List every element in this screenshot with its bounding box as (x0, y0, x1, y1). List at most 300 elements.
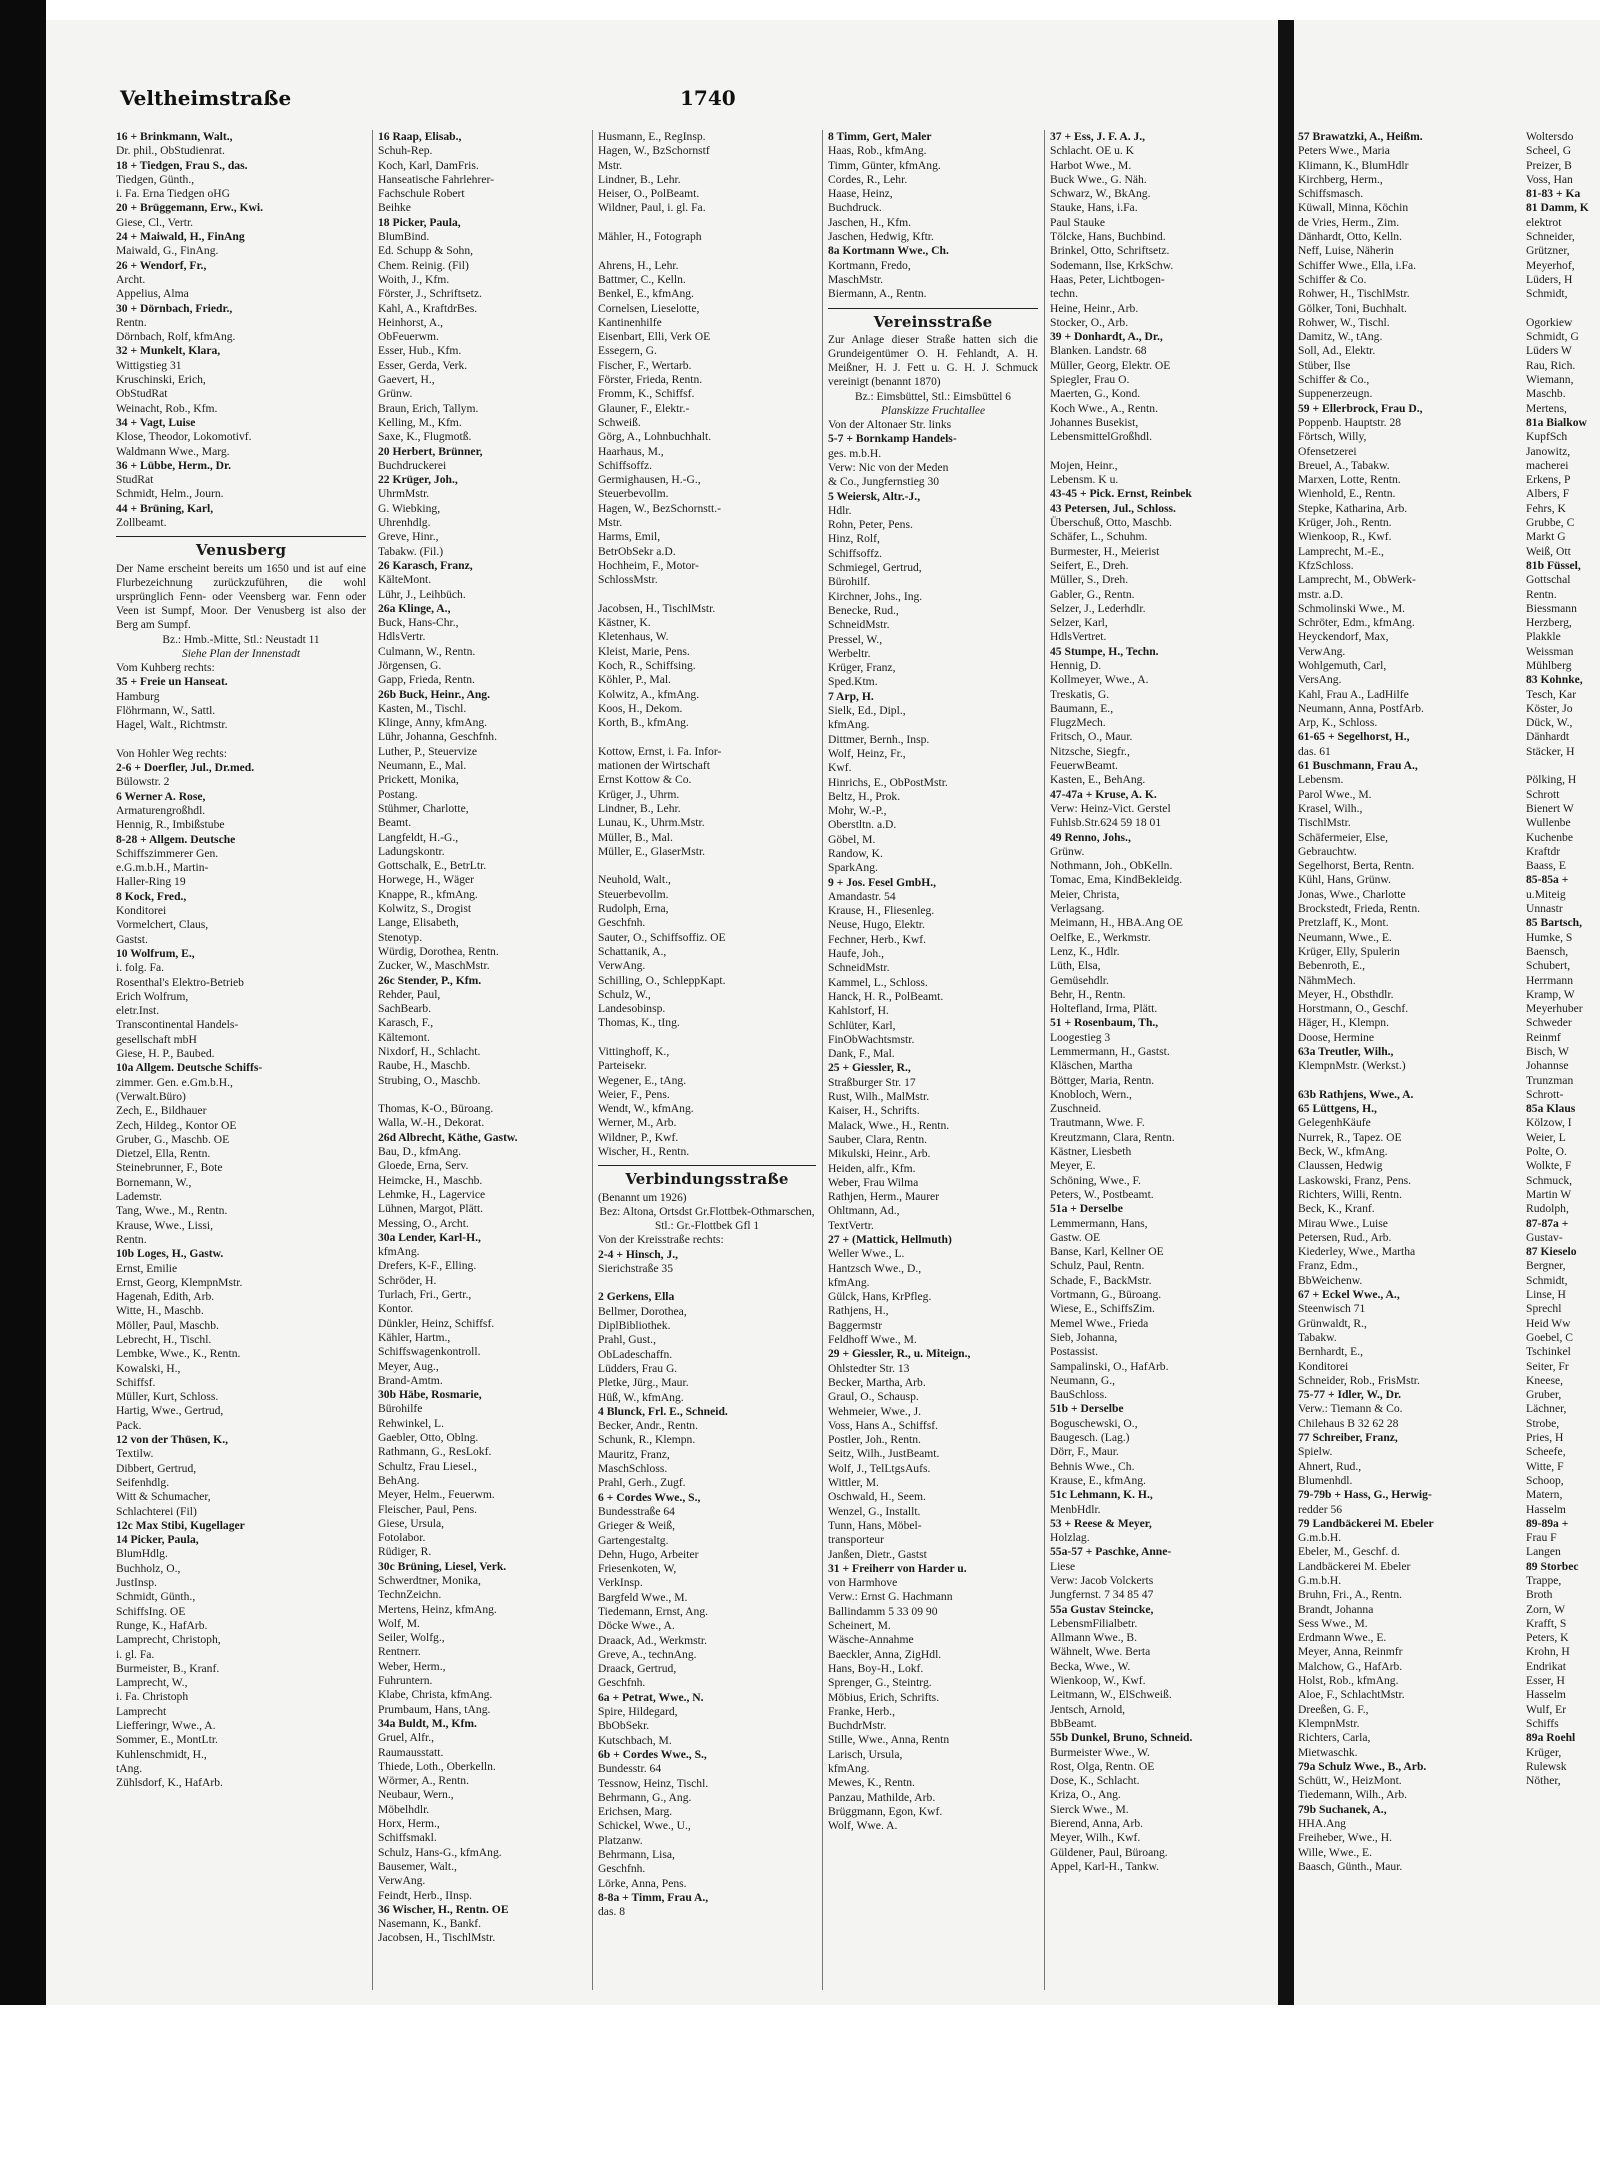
directory-entry: Von der Altonaer Str. links (828, 418, 952, 432)
directory-entry: Randow, K. (828, 846, 883, 860)
directory-entry: Arp, K., Schloss. (1298, 716, 1378, 730)
directory-entry: Kottow, Ernst, i. Fa. Infor- (598, 744, 722, 758)
directory-entry: Weller Wwe., L. (828, 1247, 905, 1261)
directory-entry: Bienert W (1526, 801, 1574, 815)
directory-entry: Schweiß. (598, 415, 641, 429)
directory-entry: Leitmann, W., ElSchweiß. (1050, 1688, 1172, 1702)
directory-entry: Sprechl (1526, 1302, 1562, 1316)
directory-entry: Stüber, Ilse (1298, 358, 1351, 372)
directory-entry: Kowalski, H., (116, 1361, 181, 1375)
directory-entry: 26 Karasch, Franz, (378, 558, 473, 572)
directory-entry: macherei (1526, 458, 1569, 472)
directory-entry: Jörgensen, G. (378, 658, 442, 672)
directory-entry: Wienkoop, R., Kwf. (1298, 530, 1392, 544)
directory-entry: 87-87a + (1526, 1216, 1569, 1230)
directory-entry: Rohwer, H., TischlMstr. (1298, 287, 1410, 301)
directory-entry: Neumann, Wwe., E. (1298, 930, 1392, 944)
directory-entry: ObFeuerwm. (378, 330, 439, 344)
directory-entry: Görg, A., Lohnbuchhalt. (598, 430, 712, 444)
running-head-street: Veltheimstraße (120, 86, 292, 110)
directory-entry: Zuschneid. (1050, 1102, 1102, 1116)
directory-entry: 77 Schreiber, Franz, (1298, 1431, 1398, 1445)
directory-entry: Sieb, Johanna, (1050, 1330, 1118, 1344)
directory-entry: Jungfernst. 7 34 85 47 (1050, 1588, 1154, 1602)
directory-entry: Gastst. (116, 932, 148, 946)
directory-entry: Beltz, H., Prok. (828, 789, 901, 803)
directory-entry: Lenz, K., Hdlr. (1050, 944, 1120, 958)
directory-entry: Buck Wwe., G. Näh. (1050, 172, 1147, 186)
directory-entry: Bürohilfe (378, 1402, 423, 1416)
directory-entry: Vortmann, G., Büroang. (1050, 1288, 1162, 1302)
directory-entry: Schiffsmakl. (378, 1831, 437, 1845)
directory-entry: Ernst Kottow & Co. (598, 773, 692, 787)
directory-entry: Sauter, O., Schiffsoffiz. OE (598, 930, 726, 944)
directory-entry: BbObSekr. (598, 1719, 650, 1733)
directory-entry: Wolf, M. (378, 1616, 420, 1630)
directory-entry: SparkAng. (828, 861, 878, 875)
directory-entry: Erichsen, Marg. (598, 1805, 673, 1819)
directory-entry: 6 + Cordes Wwe., S., (598, 1490, 701, 1504)
directory-entry: 26c Stender, P., Kfm. (378, 973, 482, 987)
directory-entry: das. 8 (598, 1905, 626, 1919)
directory-entry: Wehmeier, Wwe., J. (828, 1404, 922, 1418)
directory-entry: Gruber, (1526, 1388, 1562, 1402)
directory-entry: 34a Buldt, M., Kfm. (378, 1716, 477, 1730)
directory-entry: Schunk, R., Klempn. (598, 1433, 696, 1447)
directory-entry: 7 Arp, H. (828, 689, 874, 703)
directory-entry: Horwege, H., Wäger (378, 873, 475, 887)
directory-entry: Hagenah, Edith, Arb. (116, 1290, 215, 1304)
directory-entry: 43-45 + Pick. Ernst, Reinbek (1050, 487, 1192, 501)
directory-entry: Graul, O., Schausp. (828, 1390, 919, 1404)
directory-entry: Langen (1526, 1545, 1561, 1559)
directory-entry: Tölcke, Hans, Buchbind. (1050, 230, 1166, 244)
directory-entry: Tschinkel (1526, 1345, 1571, 1359)
directory-entry: Textilw. (116, 1447, 154, 1461)
directory-entry: Bierend, Anna, Arb. (1050, 1817, 1144, 1831)
directory-entry: Steuerbevollm. (598, 487, 669, 501)
directory-entry: Frau F (1526, 1531, 1557, 1545)
directory-entry: Oschwald, H., Seem. (828, 1490, 926, 1504)
directory-entry (598, 859, 816, 873)
directory-entry: 31 + Freiherr von Harder u. (828, 1561, 967, 1575)
directory-entry: Kreutzmann, Clara, Rentn. (1050, 1130, 1175, 1144)
directory-entry: Schmidt, G (1526, 330, 1579, 344)
directory-entry: 5-7 + Bornkamp Handels- (828, 432, 957, 446)
directory-entry: ges. m.b.H. (828, 446, 882, 460)
directory-entry: 65 Lüttgens, H., (1298, 1102, 1377, 1116)
directory-entry: Armaturengroßhdl. (116, 804, 206, 817)
directory-entry: Kähler, Hartm., (378, 1330, 451, 1344)
directory-entry: Trappe, (1526, 1573, 1562, 1587)
directory-entry: Bürohilf. (828, 575, 871, 589)
directory-entry: Möller, Paul, Maschb. (116, 1318, 219, 1332)
directory-entry: Lörke, Anna, Pens. (598, 1876, 687, 1890)
directory-entry: SachBearb. (378, 1002, 432, 1016)
directory-entry: Esser, H (1526, 1674, 1565, 1688)
directory-entry: Friesenkoten, W, (598, 1562, 677, 1576)
directory-entry: Klinge, Anny, kfmAng. (378, 716, 488, 730)
directory-entry: Preizer, B (1526, 158, 1572, 172)
directory-entry: Schiffsf. (116, 1375, 156, 1389)
scan-margin (0, 2005, 1600, 2177)
directory-entry: KupfSch (1526, 430, 1568, 444)
directory-entry: Jacobsen, H., TischlMstr. (598, 601, 716, 615)
directory-entry: Hagen, W., BzSchornstf (598, 144, 710, 158)
directory-entry: Gölker, Toni, Buchhalt. (1298, 301, 1407, 315)
directory-entry: Paul Stauke (1050, 215, 1106, 229)
directory-entry: Gruber, G., Maschb. OE (116, 1132, 230, 1146)
directory-entry: Gartengestaltg. (598, 1533, 669, 1547)
directory-entry: Förster, J., Schriftsetz. (378, 287, 482, 301)
directory-entry: FinObWachtsmstr. (828, 1032, 915, 1046)
directory-entry: Baensch, (1526, 944, 1569, 958)
directory-entry: 6 Werner A. Rose, (116, 789, 206, 803)
directory-entry: 85a Klaus (1526, 1102, 1576, 1116)
directory-entry: 26a Klinge, A., (378, 601, 451, 615)
directory-entry: Lamprecht, Christoph, (116, 1633, 221, 1647)
directory-entry: Zühlsdorf, K., HafArb. (116, 1776, 223, 1790)
adjacent-column-2 (1526, 130, 1600, 2000)
directory-entry: Schiffszimmerer Gen. (116, 846, 219, 860)
directory-entry: FeuerwBeamt. (1050, 759, 1118, 773)
directory-entry: Prumbaum, Hans, tAng. (378, 1702, 491, 1716)
directory-entry: 59 + Ellerbrock, Frau D., (1298, 401, 1423, 415)
directory-entry: Förster, Frieda, Rentn. (598, 373, 703, 387)
directory-entry: Voss, Han (1526, 172, 1573, 186)
directory-entry: Waldmann Wwe., Marg. (116, 444, 230, 458)
directory-entry: JustInsp. (116, 1576, 157, 1590)
directory-entry: Memel Wwe., Frieda (1050, 1316, 1149, 1330)
directory-entry: Husmann, E., RegInsp. (598, 130, 706, 143)
directory-entry: BlumHdlg. (116, 1547, 168, 1561)
directory-entry: SchlossMstr. (598, 573, 658, 587)
directory-entry: Schneider, (1526, 230, 1575, 244)
directory-entry: Gaevert, H., (378, 373, 435, 387)
directory-entry: Schultz, Frau Liesel., (378, 1459, 477, 1473)
directory-entry: Fuhruntern. (378, 1674, 433, 1688)
directory-entry: Ernst, Emilie (116, 1261, 178, 1275)
directory-entry: Wörmer, A., Rentn. (378, 1774, 469, 1788)
directory-entry: Beck, K., Kranf. (1298, 1202, 1375, 1216)
directory-entry: Hochheim, F., Motor- (598, 558, 699, 572)
directory-entry: Holzlag. (1050, 1531, 1090, 1545)
directory-entry: Schröter, Edm., kfmAng. (1298, 616, 1415, 630)
directory-entry: gesellschaft mbH (116, 1032, 197, 1046)
directory-entry: Franke, Herb., (828, 1704, 895, 1718)
directory-entry: Oberstltn. a.D. (828, 818, 897, 832)
directory-entry: Zech, E., Bildhauer (116, 1104, 207, 1118)
directory-entry: Lamprecht, M., ObWerk- (1298, 573, 1416, 587)
directory-entry: Kramp, W (1526, 987, 1575, 1001)
directory-entry: Spire, Hildegard, (598, 1705, 678, 1719)
directory-entry: Kruschinski, Erich, (116, 373, 206, 387)
directory-entry: Chem. Reinig. (Fil) (378, 258, 469, 272)
directory-entry: Cordes, R., Lehr. (828, 172, 908, 186)
directory-entry: HdlsVertr. (378, 630, 426, 644)
directory-entry: Fischer, F., Wertarb. (598, 358, 692, 372)
directory-entry: Wolf, Heinz, Fr., (828, 746, 906, 760)
directory-entry: 20 + Brüggemann, Erw., Kwi. (116, 201, 264, 215)
directory-entry: Kammel, L., Schloss. (828, 975, 928, 989)
directory-entry: Herzberg, (1526, 616, 1572, 630)
directory-entry: Wolf, J., TelLtgsAufs. (828, 1461, 931, 1475)
directory-entry: 43 Petersen, Jul., Schloss. (1050, 501, 1176, 515)
directory-entry: Tesch, Kar (1526, 687, 1577, 701)
directory-entry: 81-83 + Ka (1526, 187, 1581, 201)
directory-entry: Johannse (1526, 1059, 1569, 1073)
directory-entry: Maschb. (1526, 387, 1566, 401)
directory-entry: Holtefland, Irma, Plätt. (1050, 1002, 1158, 1016)
directory-entry: Peters Wwe., Maria (1298, 144, 1390, 158)
directory-entry: Hantzsch Wwe., D., (828, 1261, 922, 1275)
directory-entry: kfmAng. (828, 718, 870, 732)
directory-entry: Timm, Günter, kfmAng. (828, 158, 941, 172)
directory-entry: Wildner, Paul, i. gl. Fa. (598, 201, 706, 215)
directory-entry: Feldhoff Wwe., M. (828, 1333, 917, 1347)
directory-entry: Zollbeamt. (116, 516, 167, 530)
directory-entry: Matern, (1526, 1488, 1563, 1502)
directory-entry: Buchholz, O., (116, 1561, 181, 1575)
directory-entry: Krüger, Joh., Rentn. (1298, 516, 1392, 530)
directory-entry: Wenzel, G., Installt. (828, 1504, 921, 1518)
directory-entry: Steenwisch 71 (1298, 1302, 1366, 1316)
directory-entry: Polte, O. (1526, 1145, 1567, 1159)
directory-entry: Greve, Hinr., (378, 530, 439, 544)
directory-entry: 8 Kock, Fred., (116, 889, 187, 903)
directory-entry: Verw: Nic von der Meden (828, 460, 949, 474)
directory-entry: Sielk, Ed., Dipl., (828, 704, 906, 718)
directory-entry: Liefferingr, Wwe., A. (116, 1719, 216, 1732)
directory-entry: MaschSchloss. (598, 1462, 668, 1476)
directory-entry: Horx, Herm., (378, 1817, 440, 1831)
directory-entry: Benecke, Rud., (828, 603, 899, 617)
directory-entry: Wienkoop, W., Kwf. (1050, 1674, 1146, 1688)
directory-entry: Mewes, K., Rentn. (828, 1776, 915, 1790)
directory-entry: Blumenhdl. (1298, 1473, 1353, 1487)
directory-entry: 26b Buck, Heinr., Ang. (378, 687, 490, 701)
directory-entry: Kaiser, H., Schrifts. (828, 1104, 920, 1118)
directory-entry: 30b Häbe, Rosmarie, (378, 1388, 482, 1402)
directory-entry: Brand-Amtm. (378, 1373, 443, 1387)
directory-entry: BbWeichenw. (1298, 1273, 1363, 1287)
directory-entry: & Co., Jungfernstieg 30 (828, 475, 940, 489)
directory-entry: Bau, D., kfmAng. (378, 1145, 462, 1159)
directory-entry: Turlach, Fri., Gertr., (378, 1288, 472, 1302)
directory-entry: 55b Dunkel, Bruno, Schneid. (1050, 1731, 1193, 1745)
directory-entry: Drefers, K-F., Elling. (378, 1259, 477, 1273)
directory-entry: Buchdruckerei (378, 458, 447, 472)
directory-entry: 26 + Wendorf, Fr., (116, 258, 207, 272)
directory-entry: Malack, Wwe., H., Rentn. (828, 1118, 950, 1132)
directory-entry: Kästner, K. (598, 616, 651, 630)
directory-entry: 8-28 + Allgem. Deutsche (116, 832, 236, 846)
directory-entry: Sprenger, G., Steintrg. (828, 1676, 932, 1690)
column-divider (822, 130, 823, 1990)
directory-entry: KälteMont. (378, 573, 432, 587)
directory-entry: Spiegler, Frau O. (1050, 373, 1130, 387)
directory-entry: Mertens, (1526, 401, 1567, 415)
directory-entry: Lühr, Johanna, Geschfnh. (378, 730, 497, 744)
directory-entry: Dank, F., Mal. (828, 1047, 895, 1061)
directory-entry: Raube, H., Maschb. (378, 1059, 471, 1073)
directory-entry: Schiffswagenkontroll. (378, 1345, 481, 1359)
directory-entry: Tiedgen, Günth., (116, 172, 195, 186)
directory-entry: Kriza, O., Ang. (1050, 1788, 1121, 1802)
directory-entry: Schubert, (1526, 959, 1571, 973)
directory-entry: Dück, W., (1526, 716, 1573, 730)
directory-entry: Ohltmann, Ad., (828, 1204, 900, 1218)
directory-entry: Schmiegel, Gertrud, (828, 561, 922, 575)
directory-entry: Böttger, Maria, Rentn. (1050, 1073, 1155, 1087)
directory-entry: Kirchberg, Herm., (1298, 172, 1383, 186)
directory-entry: Peters, K (1526, 1631, 1569, 1645)
directory-entry: Nitzsche, Siegfr., (1050, 744, 1130, 758)
directory-entry: Dittmer, Bernh., Insp. (828, 732, 930, 746)
directory-entry: Heiser, O., PolBeamt. (598, 187, 700, 201)
directory-entry: Luther, P., Steuervize (378, 744, 478, 758)
directory-entry: Hinz, Rolf, (828, 532, 880, 546)
directory-entry: Würdig, Dorothea, Rentn. (378, 944, 499, 958)
directory-entry: Fleischer, Paul, Pens. (378, 1502, 478, 1516)
directory-entry: Wittigstieg 31 (116, 358, 182, 372)
directory-entry: Baggermstr (828, 1318, 883, 1332)
directory-entry: Feindt, Herb., IInsp. (378, 1888, 473, 1902)
directory-entry: Panzau, Mathilde, Arb. (828, 1790, 936, 1804)
directory-entry: Hdlr. (828, 503, 852, 517)
directory-entry: BlumBind. (378, 230, 430, 244)
directory-entry: Weinacht, Rob., Kfm. (116, 401, 218, 415)
directory-entry: 37 + Ess, J. F. A. J., (1050, 130, 1146, 143)
directory-entry: Lebensm. K u. (1050, 473, 1119, 487)
directory-entry: 63a Treutler, Wilh., (1298, 1045, 1394, 1058)
directory-entry: Rehder, Paul, (378, 987, 441, 1001)
directory-entry: Jaschen, Hedwig, Kftr. (828, 230, 934, 244)
directory-entry: Stenotyp. (378, 930, 423, 944)
directory-entry: Johannes Busekist, (1050, 415, 1139, 429)
directory-entry: Jonas, Wwe., Charlotte (1298, 887, 1406, 901)
directory-entry: Schiffer & Co. (1298, 272, 1367, 286)
directory-entry: Ahnert, Rud., (1298, 1459, 1362, 1473)
directory-entry: Langfeldt, H.-G., (378, 830, 459, 844)
directory-entry: 67 + Eckel Wwe., A., (1298, 1288, 1400, 1302)
directory-entry: Zech, Hildeg., Kontor OE (116, 1118, 237, 1132)
directory-entry: (Verwalt.Büro) (116, 1089, 186, 1103)
directory-entry: Bernhardt, E., (1298, 1345, 1364, 1359)
directory-entry: Wendt, W., kfmAng. (598, 1102, 694, 1116)
directory-entry: Thomas, K-O., Büroang. (378, 1102, 494, 1116)
directory-entry: 89-89a + (1526, 1516, 1569, 1530)
directory-entry: Hennig, R., Imbißstube (116, 818, 225, 832)
directory-entry: Selzer, Karl, (1050, 616, 1108, 630)
directory-entry: kfmAng. (378, 1245, 420, 1259)
directory-entry: Saxe, K., Flugmotß. (378, 430, 472, 444)
directory-entry: i. Fa. Erna Tiedgen oHG (116, 187, 231, 201)
directory-entry: Tunn, Hans, Möbel- (828, 1518, 922, 1532)
directory-entry: Wittler, M. (828, 1476, 879, 1490)
directory-entry: Tessnow, Heinz, Tischl. (598, 1776, 709, 1790)
directory-entry: 47-47a + Kruse, A. K. (1050, 787, 1157, 801)
directory-entry: Flöhrmann, W., Sattl. (116, 703, 216, 717)
directory-entry: Tomac, Ema, KindBekleidg. (1050, 873, 1183, 887)
directory-entry: Meyer, Anna, Reinmfr (1298, 1645, 1403, 1659)
directory-entry: Spielw. (1298, 1445, 1333, 1459)
directory-entry: Bebenroth, E., (1298, 959, 1365, 973)
directory-entry: Stäcker, H (1526, 744, 1575, 758)
directory-entry: Loogestieg 3 (1050, 1030, 1111, 1044)
directory-entry: Gülck, Hans, KrPfleg. (828, 1290, 932, 1304)
directory-entry: Krüger, J., Uhrm. (598, 787, 680, 801)
directory-entry: Linse, H (1526, 1288, 1566, 1302)
directory-entry: Schröder, H. (378, 1273, 437, 1287)
directory-entry: Gustav- (1526, 1230, 1563, 1244)
directory-entry: Rüdiger, R. (378, 1545, 432, 1559)
directory-entry: 10a Allgem. Deutsche Schiffs- (116, 1061, 263, 1075)
directory-entry: Hasselm (1526, 1502, 1566, 1516)
directory-entry: Kantinenhilfe (598, 315, 662, 329)
directory-entry: Harms, Emil, (598, 530, 661, 544)
directory-entry: Vom Kuhberg rechts: (116, 661, 215, 675)
directory-entry: Broth (1526, 1588, 1553, 1602)
directory-entry: Möbius, Erich, Schrifts. (828, 1690, 940, 1704)
directory-entry: Schütt, W., HeizMont. (1298, 1774, 1402, 1788)
directory-entry: Fuhlsb.Str.624 59 18 01 (1050, 816, 1162, 830)
directory-entry: Rentn. (116, 315, 147, 329)
directory-entry: 81b Füssel, (1526, 558, 1581, 572)
directory-entry: Buck, Hans-Chr., (378, 616, 459, 630)
directory-entry: Holst, Rob., kfmAng. (1298, 1674, 1399, 1688)
directory-entry: Krasel, Wilh., (1298, 801, 1363, 815)
directory-entry: Seifenhdlg. (116, 1475, 170, 1489)
directory-entry: KlempnMstr. (1298, 1716, 1360, 1730)
directory-entry: Neumann, E., Mal. (378, 759, 467, 773)
directory-entry: UhrmMstr. (378, 487, 430, 501)
directory-entry: Maiwald, G., FinAng. (116, 244, 219, 258)
directory-entry: Petersen, Rud., Arb. (1298, 1230, 1392, 1244)
directory-entry: Neuse, Hugo, Elektr. (828, 918, 925, 932)
directory-entry: Rau, Rich. (1526, 358, 1576, 372)
directory-entry: Freiheber, Wwe., H. (1298, 1831, 1392, 1845)
directory-entry: Krüger, (1526, 1745, 1562, 1759)
directory-entry: i. gl. Fa. (116, 1647, 155, 1661)
directory-entry: Rentn. (116, 1232, 147, 1246)
directory-entry: MaschMstr. (828, 272, 884, 286)
directory-entry: Schmidt, Günth., (116, 1590, 196, 1604)
directory-entry: Schmolinski Wwe., M. (1298, 601, 1406, 615)
directory-entry: Prahl, Gerh., Zugf. (598, 1476, 686, 1490)
section-divider (116, 536, 366, 537)
directory-entry: Burmeister Wwe., W. (1050, 1745, 1150, 1759)
column-4 (828, 130, 1038, 2000)
directory-entry: Heine, Heinr., Arb. (1050, 301, 1139, 315)
directory-entry: Haufe, Joh., (828, 947, 885, 961)
directory-entry: von Harmhove (828, 1576, 898, 1590)
directory-entry: Kühl, Hans, Grünw. (1298, 873, 1391, 887)
directory-entry: Müller, B., Mal. (598, 830, 673, 844)
directory-entry: 12 von der Thüsen, K., (116, 1433, 228, 1447)
directory-entry: Mertens, Heinz, kfmAng. (378, 1602, 497, 1616)
directory-entry: Scheel, G (1526, 144, 1572, 158)
directory-entry: Wegener, E., tAng. (598, 1073, 687, 1087)
directory-entry: Schattanik, A., (598, 944, 667, 958)
directory-entry: Rost, Olga, Rentn. OE (1050, 1759, 1155, 1773)
directory-entry: Bisch, W (1526, 1045, 1569, 1058)
directory-entry: Steinebrunner, F., Bote (116, 1161, 223, 1175)
directory-entry: Seiler, Wolfg., (378, 1631, 445, 1645)
directory-entry: KfzSchloss. (1298, 558, 1354, 572)
directory-entry: Wildner, P., Kwf. (598, 1130, 679, 1144)
directory-entry: 18 + Tiedgen, Frau S., das. (116, 158, 248, 172)
